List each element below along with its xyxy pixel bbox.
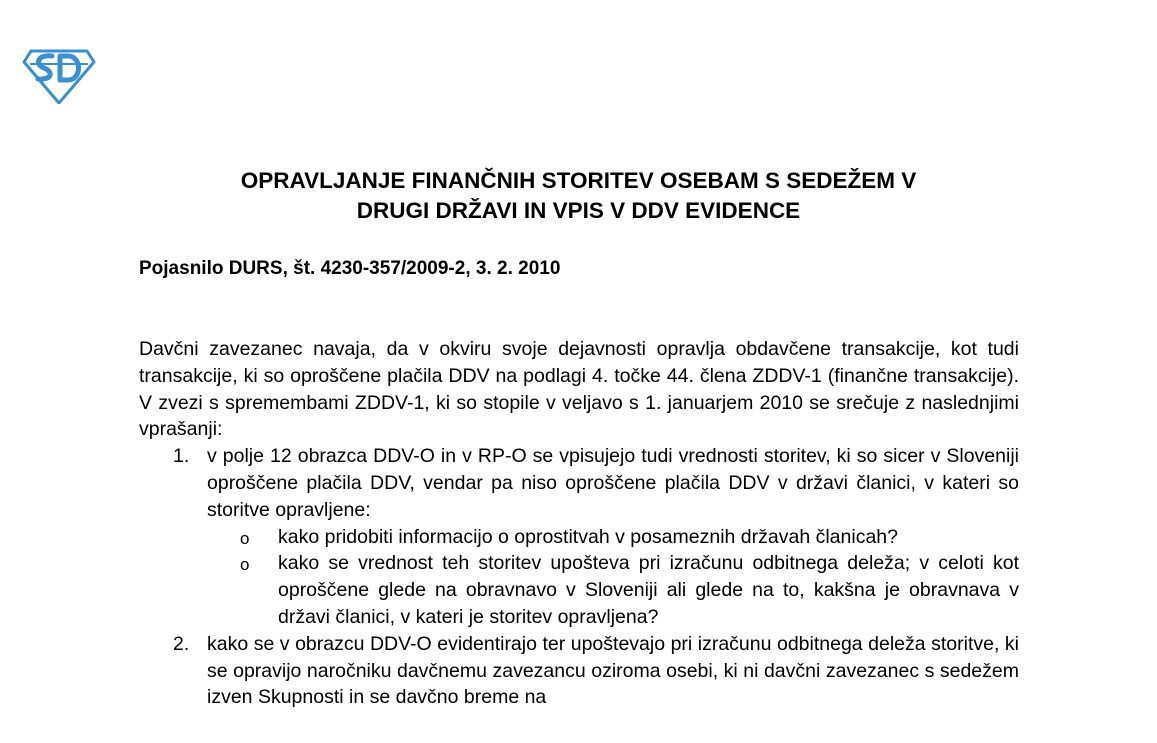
- question-text: kako se v obrazcu DDV-O evidentirajo ter upoštevajo pri izračunu odbitnega deleža storitve, ki se opravijo naročniku davčnemu zavezancu oziroma osebi, ki ni davčni zavezanec s sedežem izven Skupnosti in se davčno breme na: [207, 632, 1019, 709]
- question-item-2: [139, 631, 1019, 711]
- question-1-sublist: [207, 524, 1019, 631]
- question-item-1: [139, 443, 1019, 631]
- sub-item-text: kako se vrednost teh storitev upošteva pri izračunu odbitnega deleža; v celoti kot oproščene glede na obravnavo v Sloveniji ali glede na to, kakšna je obravnava v državi članici, v kateri je storitev opravljena?: [278, 552, 1019, 628]
- title-line-1: OPRAVLJANJE FINANČNIH STORITEV OSEBAM S SEDEŽEM V: [240, 168, 917, 193]
- document-body: [139, 336, 1019, 711]
- sub-item: [207, 550, 1019, 630]
- intro-paragraph: Davčni zavezanec navaja, da v okviru svoje dejavnosti opravlja obdavčene transakcije, kot tudi transakcije, ki so oproščene plačila DDV na podlagi 4. točke 44. člena ZDDV-1 (finančne transakcije). V zvezi s spremembami ZDDV-1, ki so stopile v veljavo s 1. januarjem 2010 se srečuje z naslednjimi vprašanji:: [139, 338, 1019, 441]
- bullet-circle-icon: o: [240, 528, 250, 548]
- company-logo: [22, 48, 96, 104]
- question-number: 1.: [173, 445, 190, 468]
- question-text: v polje 12 obrazca DDV-O in v RP-O se vpisujejo tudi vrednosti storitev, ki so sicer v Sloveniji oproščene plačila DDV, vendar pa niso oproščene plačila DDV v državi članici, v kateri so storitve opravljene:: [207, 445, 1019, 521]
- bullet-circle-icon: o: [240, 555, 250, 575]
- title-line-2: DRUGI DRŽAVI IN VPIS V DDV EVIDENCE: [356, 198, 801, 223]
- document-subtitle: Pojasnilo DURS, št. 4230-357/2009-2, 3. 2. 2010: [139, 258, 561, 279]
- sd-shield-logo-icon: [22, 48, 96, 104]
- sub-item: [207, 524, 1019, 551]
- questions-list: [139, 443, 1019, 711]
- question-number: 2.: [173, 632, 190, 655]
- document-title: [0, 166, 1157, 226]
- sub-item-text: kako pridobiti informacijo o oprostitvah v posameznih državah članicah?: [278, 525, 898, 548]
